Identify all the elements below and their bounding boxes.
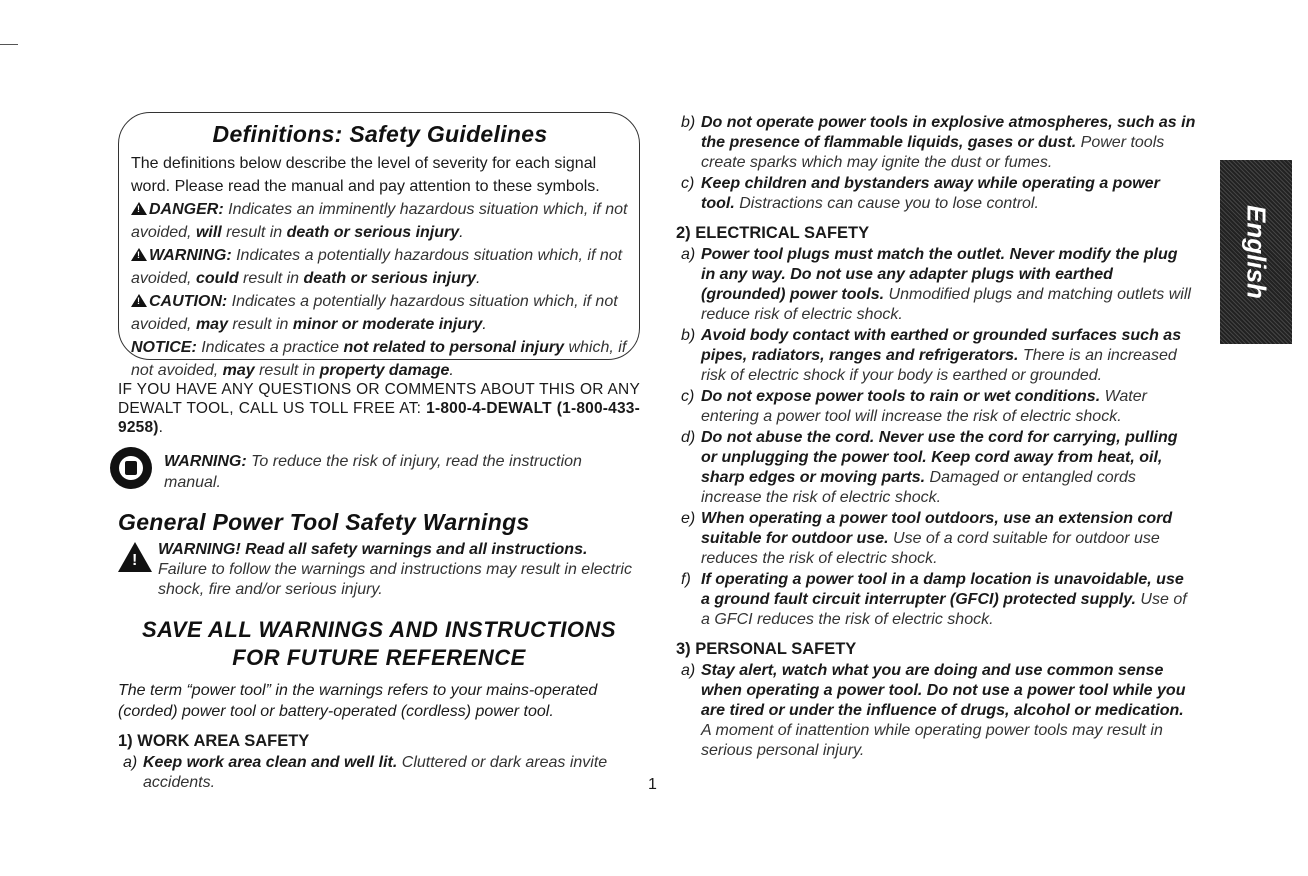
general-warning-bold: WARNING! Read all safety warnings and all instructions. [158,541,588,558]
electrical-heading: 2) ELECTRICAL SAFETY [676,224,870,242]
electrical-item: a) Power tool plugs must match the outlet. Never modify the plug in any way. Do not use any adapter plugs with earthed (grounded) power tools. Unmodified plugs and matching outlets will reduce risk of electric shock. [681,246,1191,323]
electrical-item: e) When operating a power tool outdoors, use an extension cord suitable for outdoor use. Use of a cord suitable for outdoor use reduces the risk of electric shock. [681,510,1173,567]
caution-icon [131,294,147,307]
contact-info: IF YOU HAVE ANY QUESTIONS OR COMMENTS ABOUT THIS OR ANY DEWALT TOOL, CALL US TOLL FREE AT: 1-800-4-DEWALT (1-800-433-9258). [118,381,640,436]
manual-warning-text: To reduce the risk of injury, read the instruction manual. [164,453,582,491]
right-column [676,112,1196,761]
save-line-2: FOR FUTURE REFERENCE [232,645,526,670]
work-area-heading: 1) WORK AREA SAFETY [118,732,310,750]
warning-triangle-icon [118,542,152,572]
page-number: 1 [648,776,657,793]
manual-warning [118,451,640,493]
electrical-item: d) Do not abuse the cord. Never use the cord for carrying, pulling or unplugging the power tool. Keep cord away from heat, oil, sharp edges or moving parts. Damaged or entangled cords increase the risk of electric shock. [681,429,1178,506]
page-edge-mark [0,44,18,45]
general-warning-text: Failure to follow the warnings and instructions may result in electric shock, fire and/or serious injury. [158,561,632,598]
save-line-1: SAVE ALL WARNINGS AND INSTRUCTIONS [141,617,617,642]
definitions-intro: The definitions below describe the level of severity for each signal word. Please read the manual and pay attention to these symbols. [131,155,600,195]
definitions-box [118,112,640,379]
contact-text: IF YOU HAVE ANY QUESTIONS OR COMMENTS ABOUT THIS OR ANY DEWALT TOOL, CALL US TOLL FREE AT: [118,381,640,417]
danger-label: DANGER: [149,201,224,218]
definitions-title: Definitions: Safety Guidelines [212,121,548,147]
contact-phone: 1-800-4-DEWALT (1-800-433-9258) [118,400,640,436]
notice-label: NOTICE: [131,339,197,356]
caution-label: CAUTION: [149,293,228,310]
read-manual-icon [110,447,152,489]
general-warning [118,540,640,600]
language-tab [1220,160,1292,344]
manual-warning-label: WARNING: [164,453,247,470]
save-instructions-heading [118,616,640,672]
warning-icon [131,248,147,261]
work-area-item-c: c) Keep children and bystanders away while operating a power tool. Distractions can cause you to lose control. [681,175,1160,212]
warning-label: WARNING: [149,247,232,264]
personal-item-a: a) Stay alert, watch what you are doing and use common sense when operating a power tool. Do not use a power tool while you are tired or under the influence of drugs, alcohol or medication. A moment of inattention while operating power tools may result in serious personal injury. [681,662,1186,759]
left-column [118,112,640,793]
electrical-item: c) Do not expose power tools to rain or wet conditions. Water entering a power tool will increase the risk of electric shock. [681,388,1147,425]
work-area-item-b: b) Do not operate power tools in explosive atmospheres, such as in the presence of flammable liquids, gases or dust. Power tools create sparks which may ignite the dust or fumes. [681,114,1196,171]
work-area-item-a: a) Keep work area clean and well lit. Cluttered or dark areas invite accidents. [123,754,608,791]
danger-warning-icon [131,202,147,215]
electrical-item: f) If operating a power tool in a damp location is unavoidable, use a ground fault circuit interrupter (GFCI) protected supply. Use of a GFCI reduces the risk of electric shock. [681,571,1187,628]
term-definition: The term “power tool” in the warnings refers to your mains-operated (corded) power tool or battery-operated (cordless) power tool. [118,682,598,720]
electrical-item: b) Avoid body contact with earthed or grounded surfaces such as pipes, radiators, ranges and refrigerators. There is an increased risk of electric shock if your body is earthed or grounded. [681,327,1182,384]
personal-heading: 3) PERSONAL SAFETY [676,640,857,658]
general-heading: General Power Tool Safety Warnings [118,509,530,535]
definitions-body: The definitions below describe the level of severity for each signal word. Please read the manual and pay attention to these symbols. !DANGER: Indicates an imminently hazardous situation which, if not avoided, will result in death or serious injury. !WARNING: Indicates a potentially hazardous situation which, if not avoided, could result in death or serious injury. !CAUTION: Indicates a potentially hazardous situation which, if not avoided, may result in minor or moderate injury. NOTICE: Indicates a practice not related to personal injury which, if not avoided, may result in property damage. [131,152,629,382]
language-tab-label: English [1241,205,1272,299]
